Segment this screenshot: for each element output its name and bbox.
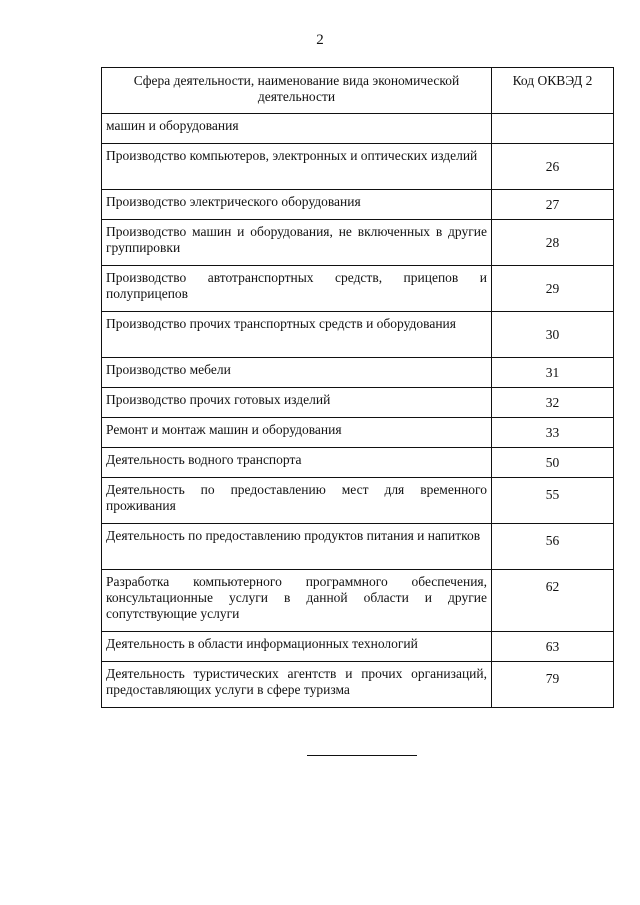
okved-code: 29 xyxy=(492,266,614,312)
table-row xyxy=(102,662,614,708)
activity-name: Производство прочих готовых изделий xyxy=(102,388,492,418)
okved-code: 28 xyxy=(492,220,614,266)
end-of-document-rule xyxy=(307,755,417,756)
activity-name: Производство машин и оборудования, не включенных в другие группировки xyxy=(102,220,492,266)
table-row xyxy=(102,114,614,144)
okved-code: 30 xyxy=(492,312,614,358)
okved-code: 79 xyxy=(492,662,614,708)
table-row xyxy=(102,220,614,266)
okved-table xyxy=(101,67,614,708)
okved-code: 55 xyxy=(492,478,614,524)
activity-name: Деятельность в области информационных технологий xyxy=(102,632,492,662)
page-number: 2 xyxy=(316,32,324,48)
okved-code: 33 xyxy=(492,418,614,448)
table-header-row xyxy=(102,68,614,114)
activity-name: Производство автотранспортных средств, прицепов и полуприцепов xyxy=(102,266,492,312)
activity-name: Производство мебели xyxy=(102,358,492,388)
activity-name: машин и оборудования xyxy=(102,114,492,144)
table-row xyxy=(102,358,614,388)
table-row xyxy=(102,312,614,358)
okved-code: 31 xyxy=(492,358,614,388)
activity-name: Производство компьютеров, электронных и оптических изделий xyxy=(102,144,492,190)
okved-code: 50 xyxy=(492,448,614,478)
table-row xyxy=(102,632,614,662)
table-row xyxy=(102,144,614,190)
table-row xyxy=(102,478,614,524)
activity-name: Деятельность по предоставлению продуктов питания и напитков xyxy=(102,524,492,570)
activity-name: Производство прочих транспортных средств и оборудования xyxy=(102,312,492,358)
activity-name: Деятельность по предоставлению мест для временного проживания xyxy=(102,478,492,524)
table-row xyxy=(102,524,614,570)
okved-code: 32 xyxy=(492,388,614,418)
okved-code xyxy=(492,114,614,144)
header-activity-name: Сфера деятельности, наименование вида экономической деятельности xyxy=(102,68,492,114)
okved-code: 26 xyxy=(492,144,614,190)
table-row xyxy=(102,448,614,478)
activity-name: Разработка компьютерного программного обеспечения, консультационные услуги в данной области и другие сопутствующие услуги xyxy=(102,570,492,632)
okved-code: 27 xyxy=(492,190,614,220)
table-row xyxy=(102,570,614,632)
activity-name: Деятельность туристических агентств и прочих организаций, предоставляющих услуги в сфере туризма xyxy=(102,662,492,708)
table-row xyxy=(102,418,614,448)
table-row xyxy=(102,388,614,418)
table-row xyxy=(102,190,614,220)
okved-code: 63 xyxy=(492,632,614,662)
table-row xyxy=(102,266,614,312)
header-okved-code: Код ОКВЭД 2 xyxy=(492,68,614,114)
activity-name: Ремонт и монтаж машин и оборудования xyxy=(102,418,492,448)
okved-code: 56 xyxy=(492,524,614,570)
okved-code: 62 xyxy=(492,570,614,632)
activity-name: Деятельность водного транспорта xyxy=(102,448,492,478)
activity-name: Производство электрического оборудования xyxy=(102,190,492,220)
